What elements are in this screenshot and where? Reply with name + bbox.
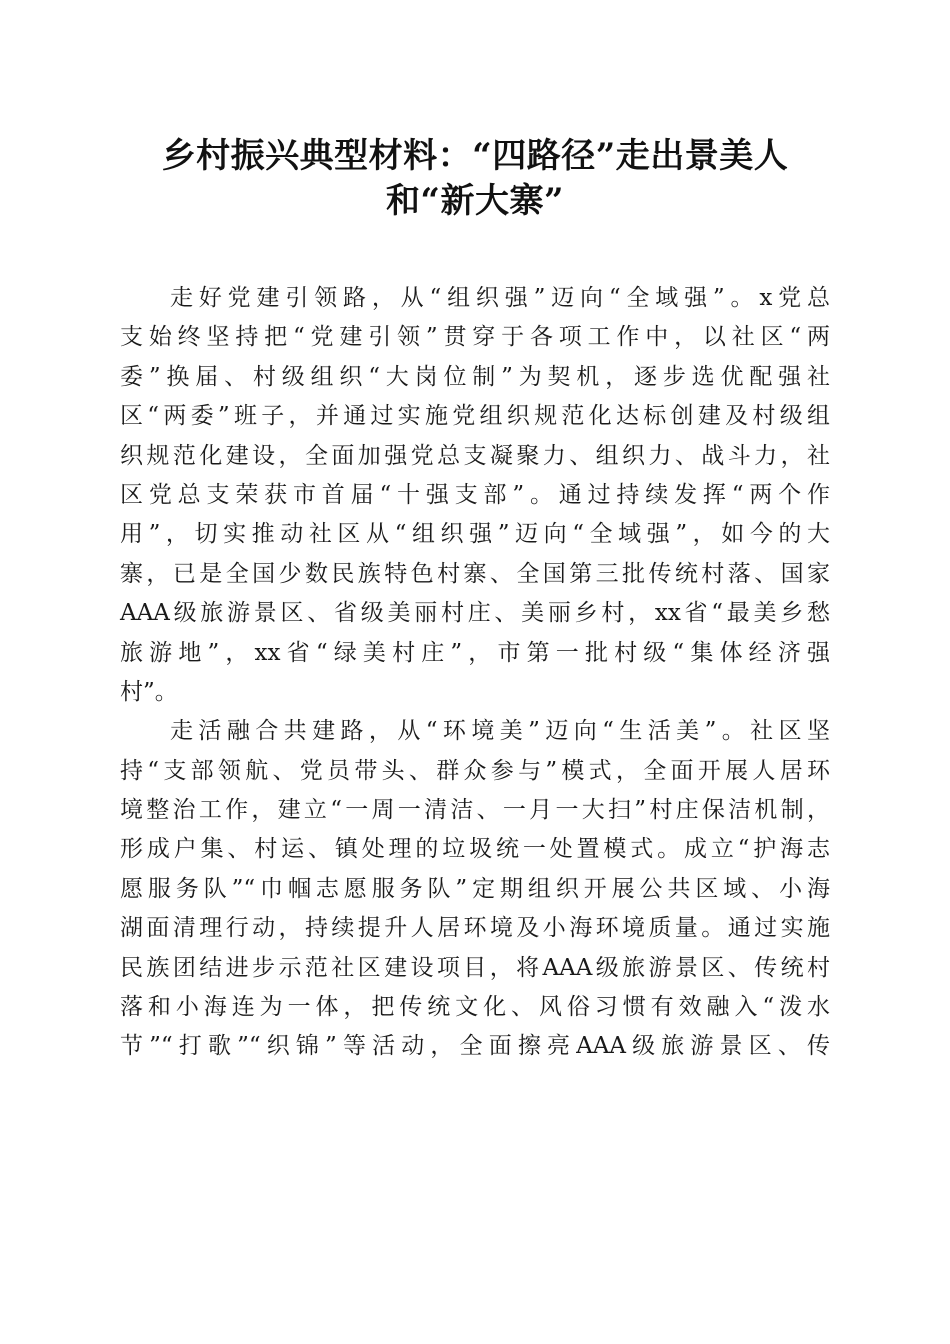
text-line: 湖面清理行动，持续提升人居环境及小海环境质量。通过实施: [120, 915, 830, 942]
text-line: 落和小海连为一体，把传统文化、风俗习惯有效融入“泼水: [120, 994, 830, 1021]
body-text: [120, 279, 830, 1067]
paragraph-1: [120, 279, 830, 712]
text-line: 旅游地”，xx省“绿美村庄”，市第一批村级“集体经济强: [120, 639, 830, 666]
text-line: 用”，切实推动社区从“组织强”迈向“全域强”，如今的大: [120, 521, 830, 548]
text-line: AAA级旅游景区、省级美丽村庄、美丽乡村，xx省“最美乡愁: [120, 600, 830, 627]
text-line: 节”“打歌”“织锦”等活动，全面擦亮AAA级旅游景区、传: [120, 1033, 830, 1060]
text-line: 民族团结进步示范社区建设项目，将AAA级旅游景区、传统村: [120, 954, 830, 981]
text-line: 愿服务队”“巾帼志愿服务队”定期组织开展公共区域、小海: [120, 875, 830, 902]
text-line: 委”换届、村级组织“大岗位制”为契机，逐步选优配强社: [120, 363, 830, 390]
page-title: [100, 134, 850, 224]
text-line: 区党总支荣获市首届“十强支部”。通过持续发挥“两个作: [120, 481, 830, 508]
paragraph-2: [120, 712, 830, 1067]
text-line: 形成户集、村运、镇处理的垃圾统一处置模式。成立“护海志: [120, 836, 830, 863]
text-line: 寨，已是全国少数民族特色村寨、全国第三批传统村落、国家: [120, 560, 830, 587]
text-line: 持“支部领航、党员带头、群众参与”模式，全面开展人居环: [120, 757, 830, 784]
title-line-1: 乡村振兴典型材料：“四路径”走出景美人: [161, 136, 789, 176]
title-line-2: 和“新大寨”: [385, 181, 565, 221]
text-line: 村”。: [120, 678, 178, 705]
text-line: 走活融合共建路，从“环境美”迈向“生活美”。社区坚: [170, 718, 830, 745]
text-line: 走好党建引领路，从“组织强”迈向“全域强”。x党总: [170, 285, 830, 311]
text-line: 境整治工作，建立“一周一清洁、一月一大扫”村庄保洁机制，: [120, 797, 830, 824]
text-line: 织规范化建设，全面加强党总支凝聚力、组织力、战斗力，社: [120, 442, 830, 469]
text-line: 区“两委”班子，并通过实施党组织规范化达标创建及村级组: [120, 403, 830, 430]
text-line: 支始终坚持把“党建引领”贯穿于各项工作中，以社区“两: [120, 324, 830, 351]
